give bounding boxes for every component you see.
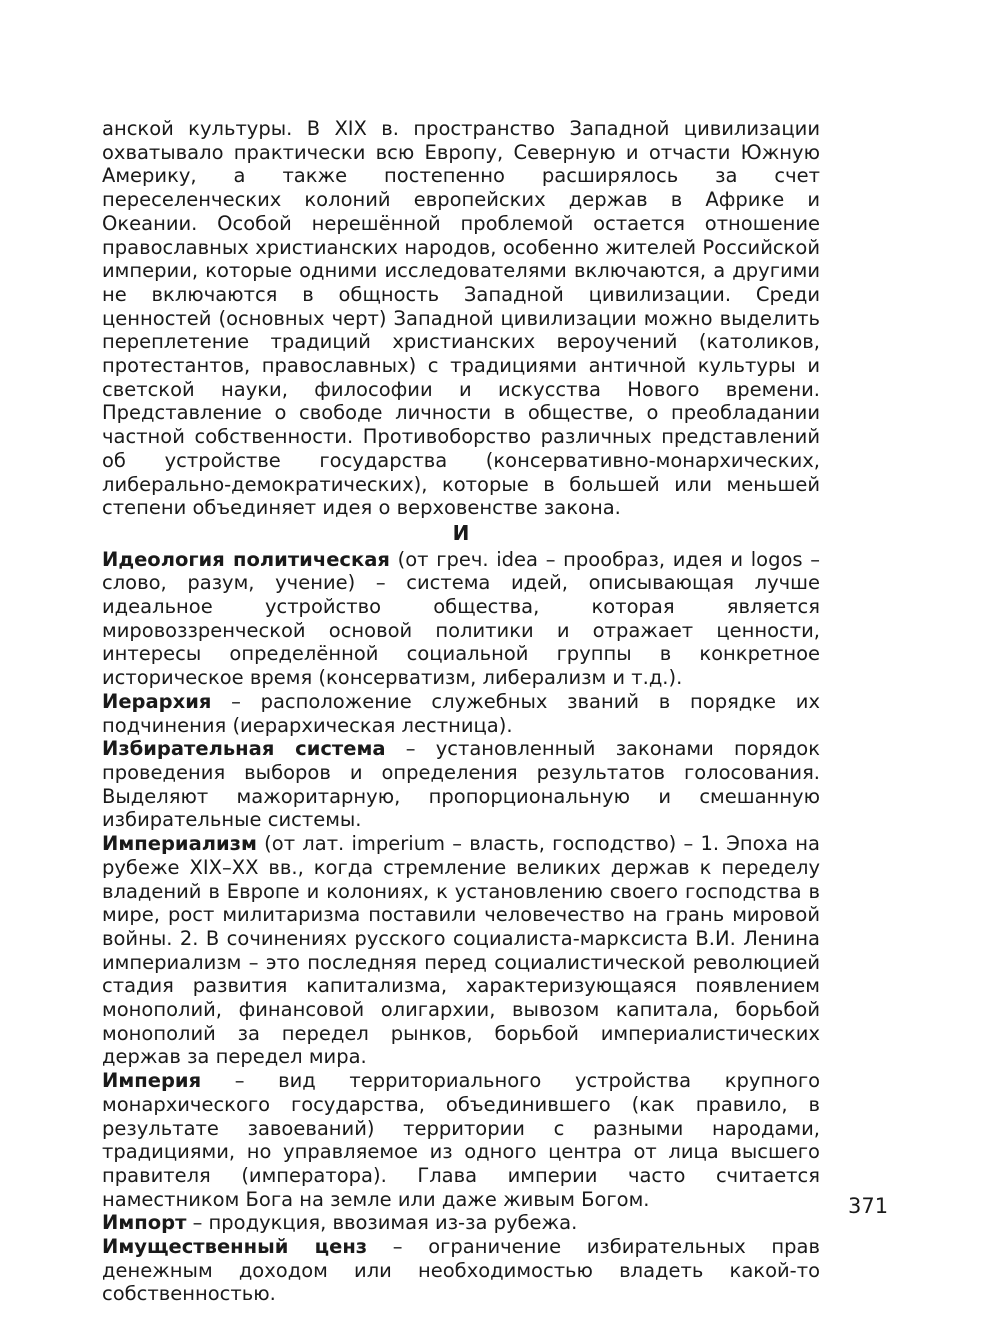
entry-term: Империя: [102, 1069, 202, 1093]
glossary-entry-imperialism: [102, 832, 820, 1069]
entry-term: Имущественный ценз: [102, 1235, 368, 1259]
glossary-entry-property-qualification: [102, 1235, 820, 1306]
page-body: [102, 117, 820, 1306]
entry-term: Иерархия: [102, 689, 212, 713]
entry-definition: – вид территориального устройства крупного монархического государства, объединившего (как правило, в результате завоеваний) территории с разными народами, традициями, но управляемое из одного центра от лица высшего правителя (императора). Глава империи часто считается наместником Бога на земле или даже живым Богом.: [102, 1069, 820, 1211]
entry-definition: (от лат. imperium – власть, господство) – 1. Эпоха на рубеже XIX–XX вв., когда стремление великих держав к переделу владений в Европе и колониях, к установлению своего господства в мире, рост милитаризма поставили человечество на грань мировой войны. 2. В сочинениях русского социалиста-марксиста В.И. Ленина империализм – это последняя перед социалистической революцией стадия развития капитализма, характеризующаяся появлением монополий, финансовой олигархии, вывозом капитала, борьбой монополий за передел рынков, борьбой империалистических держав за передел мира.: [102, 832, 820, 1069]
letter-heading: И: [452, 520, 470, 545]
entry-term: Избирательная система: [102, 737, 386, 761]
entry-term: Импорт: [102, 1211, 187, 1235]
entry-term: Идеология политическая: [102, 547, 390, 571]
entry-term: Империализм: [102, 832, 257, 856]
entry-definition: – установленный законами порядок проведения выборов и определения результатов голосования. Выделяют мажоритарную, пропорциональную и смешанную избирательные системы.: [102, 737, 820, 832]
entry-definition: (от греч. idea – прообраз, идея и logos – слово, разум, учение) – система идей, описывающая лучше идеальное устройство общества, которая является мировоззренческой основой политики и отражает ценности, интересы определённой социальной группы в конкретное историческое время (консерватизм, либерализм и т.д.).: [102, 547, 820, 690]
intro-paragraph: анской культуры. В XIX в. пространство Западной цивилизации охватывало практически всю Европу, Северную и отчасти Южную Америку, а также постепенно расширялось за счет переселенческих колоний европейских держав в Африке и Океании. Особой нерешённой проблемой остается отношение православных христианских народов, особенно жителей Российской империи, которые одними исследователями включаются, а другими не включаются в общность Западной цивилизации. Среди ценностей (основных черт) Западной цивилизации можно выделить переплетение традиций христианских вероучений (католиков, протестантов, православных) с традициями античной культуры и светской науки, философии и искусства Нового времени. Представление о свободе личности в обществе, о преобладании частной собственности. Противоборство различных представлений об устройстве государства (консервативно-монархических, либерально-демократических), которые в большей или меньшей степени объединяет идея о верховенстве закона.: [102, 117, 820, 520]
entry-definition: – расположение служебных званий в порядке их подчинения (иерархическая лестница).: [102, 689, 820, 737]
entry-definition: – продукция, ввозимая из-за рубежа.: [186, 1211, 578, 1235]
glossary-entry-hierarchy: [102, 690, 820, 737]
page-number: 371: [848, 1194, 889, 1218]
entry-definition: – ограничение избирательных прав денежным доходом или необходимостью владеть какой-то собственностью.: [102, 1235, 820, 1306]
glossary-entry-empire: [102, 1069, 820, 1211]
glossary-entry-ideology: [102, 548, 820, 690]
glossary-entry-electoral-system: [102, 737, 820, 832]
glossary-entry-import: [102, 1211, 820, 1235]
